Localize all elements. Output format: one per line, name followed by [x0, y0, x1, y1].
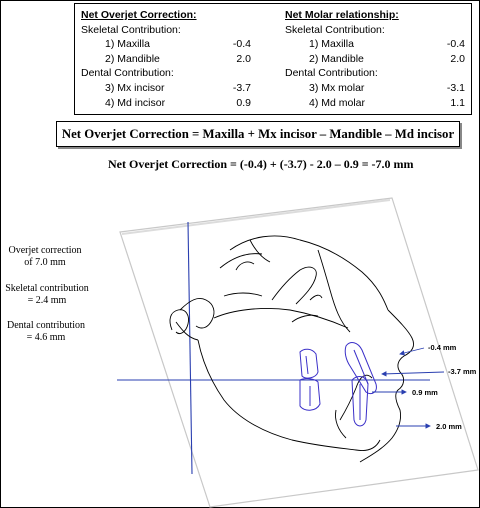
mandible-label: 2.0 mm [436, 422, 462, 431]
row-value: -3.1 [446, 81, 465, 94]
row-value: 1.1 [450, 96, 465, 109]
row-value: -3.7 [232, 81, 251, 94]
dental-heading: Dental Contribution: [285, 67, 378, 80]
row-label: 2) Mandible [105, 52, 160, 65]
row-label: 4) Md incisor [105, 96, 166, 109]
row-value: -0.4 [446, 38, 465, 51]
row-label: 1) Maxilla [309, 38, 354, 51]
row-label: 4) Md molar [309, 96, 366, 109]
row-label: 1) Maxilla [105, 38, 150, 51]
row-value: 2.0 [450, 52, 465, 65]
note-line: of 7.0 mm [24, 257, 66, 268]
overjet-heading: Net Overjet Correction: [81, 9, 197, 21]
maxilla-label: -0.4 mm [428, 343, 457, 352]
formula-box: Net Overjet Correction = Maxilla + Mx incisor – Mandible – Md incisor [56, 121, 460, 147]
skeletal-heading: Skeletal Contribution: [285, 23, 385, 36]
row-label: 3) Mx molar [309, 81, 365, 94]
row-value: 0.9 [236, 96, 251, 109]
note-line: = 2.4 mm [27, 295, 67, 306]
skeletal-heading: Skeletal Contribution: [81, 23, 181, 36]
formula-equation: Net Overjet Correction = (-0.4) + (-3.7) - 2.0 – 0.9 = -7.0 mm [108, 157, 414, 171]
radiograph-film [120, 198, 478, 507]
dental-heading: Dental Contribution: [81, 67, 174, 80]
note-line: Dental contribution [6, 320, 86, 331]
note-line: = 4.6 mm [26, 332, 66, 343]
mx-incisor-label: -3.7 mm [448, 367, 477, 376]
row-value: 2.0 [236, 52, 251, 65]
md-incisor-label: 0.9 mm [412, 388, 438, 397]
note-line: Overjet correction [8, 245, 82, 256]
row-label: 2) Mandible [309, 52, 364, 65]
row-value: -0.4 [232, 38, 251, 51]
note-line: Skeletal contribution [5, 283, 89, 294]
row-label: 3) Mx incisor [105, 81, 165, 94]
molar-heading: Net Molar relationship: [285, 9, 399, 21]
